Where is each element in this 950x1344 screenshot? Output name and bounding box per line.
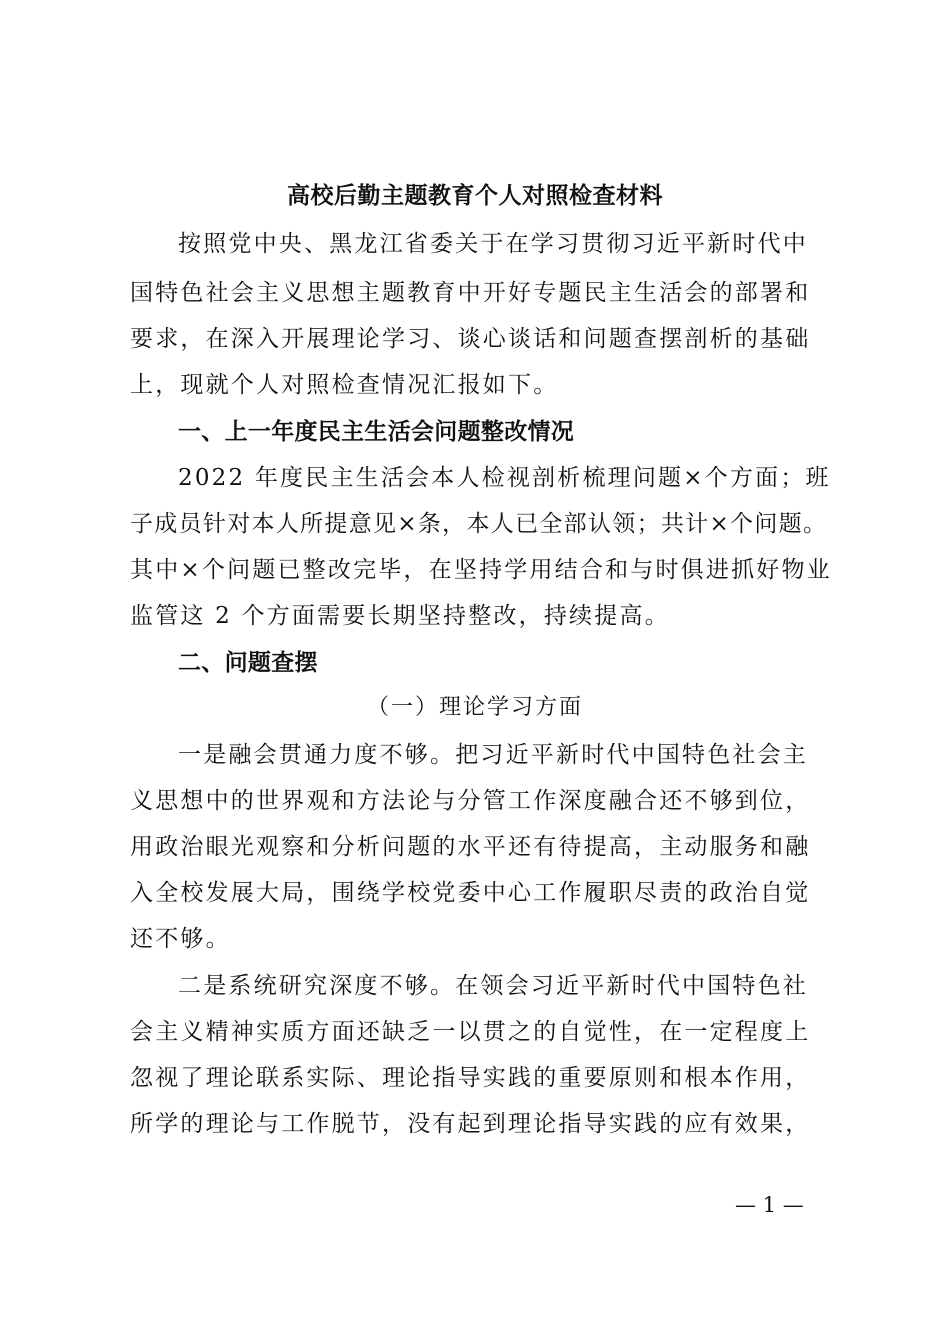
- intro-line-1: 按照党中央、黑龙江省委关于在学习贯彻习近平新时代中: [178, 231, 808, 257]
- intro-line-2: 国特色社会主义思想主题教育中开好专题民主生活会的部署和: [130, 280, 811, 306]
- para-2-line-4: 所学的理论与工作脱节，没有起到理论指导实践的应有效果，: [130, 1111, 811, 1137]
- para-1-line-2: 义思想中的世界观和方法论与分管工作深度融合还不够到位，: [130, 788, 811, 814]
- section-1-heading: 一、上一年度民主生活会问题整改情况: [178, 418, 575, 445]
- page-number: — 1 —: [735, 1193, 804, 1217]
- para-1-line-4: 入全校发展大局，围绕学校党委中心工作履职尽责的政治自觉: [130, 880, 811, 906]
- para-2-line-3: 忽视了理论联系实际、理论指导实践的重要原则和根本作用，: [130, 1065, 811, 1091]
- section-1-line-2: 子成员针对本人所提意见×条，本人已全部认领；共计×个问题。: [130, 511, 828, 537]
- para-2-line-1: 二是系统研究深度不够。在领会习近平新时代中国特色社: [178, 973, 808, 999]
- section-1-line-1: 2022 年度民主生活会本人检视剖析梳理问题×个方面；班: [178, 465, 831, 491]
- section-1-line-3: 其中×个问题已整改完毕，在坚持学用结合和与时俱进抓好物业: [130, 557, 832, 583]
- section-1-line-4: 监管这 2 个方面需要长期坚持整改，持续提高。: [130, 603, 670, 629]
- para-1-line-5: 还不够。: [130, 926, 231, 952]
- intro-line-3: 要求，在深入开展理论学习、谈心谈话和问题查摆剖析的基础: [130, 326, 811, 352]
- para-1-line-3: 用政治眼光观察和分析问题的水平还有待提高，主动服务和融: [130, 834, 811, 860]
- section-2-subheading: （一）理论学习方面: [366, 695, 583, 720]
- section-2-heading: 二、问题查摆: [178, 649, 318, 676]
- para-1-line-1: 一是融会贯通力度不够。把习近平新时代中国特色社会主: [178, 742, 808, 768]
- document-title: 高校后勤主题教育个人对照检查材料: [287, 182, 663, 209]
- para-2-line-2: 会主义精神实质方面还缺乏一以贯之的自觉性，在一定程度上: [130, 1019, 811, 1045]
- intro-line-4: 上，现就个人对照检查情况汇报如下。: [130, 372, 559, 398]
